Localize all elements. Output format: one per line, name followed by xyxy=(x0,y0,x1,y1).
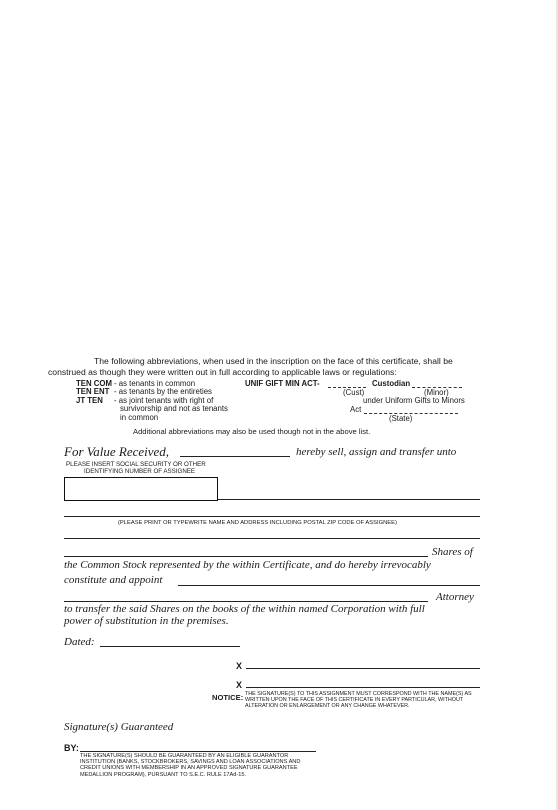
ugma-minor: (Minor) xyxy=(424,388,449,397)
guarantee-text: THE SIGNATURE(S) SHOULD BE GUARANTEED BY AN ELIGIBLE GUARANTOR INSTITUTION (BANKS, STOCKBROKERS, SAVINGS AND LOAN ASSOCIATIONS AND CREDIT UNIONS WITH MEMBERSHIP IN AN APPROVED SIGNATURE GUARANTEE MEDALLION PROGRAM), PURSUANT TO S.E.C. RULE 17Ad-15. xyxy=(80,753,301,778)
abbr-code: JT TEN xyxy=(76,395,103,405)
additional-note: Additional abbreviations may also be used though not in the above list. xyxy=(133,427,371,436)
ugma-cust: (Cust) xyxy=(343,388,365,397)
constitute-line[interactable] xyxy=(178,585,480,586)
intro-paragraph: The following abbreviations, when used in the inscription on the face of this certificate, shall be construed as though they were written out in full according to applicable laws or regulations: xyxy=(48,356,453,377)
dated-label: Dated: xyxy=(64,636,95,648)
constitute-text: constitute and appoint xyxy=(64,574,163,586)
assignee-line-1[interactable] xyxy=(218,499,480,500)
assignee-name-line[interactable] xyxy=(64,516,480,517)
hereby-text: hereby sell, assign and transfer unto xyxy=(296,446,457,458)
attorney-label: Attorney xyxy=(436,591,474,603)
for-value-line xyxy=(180,456,290,457)
signature-line-2[interactable] xyxy=(246,687,480,688)
dated-line[interactable] xyxy=(100,646,240,647)
ssn-input-box[interactable] xyxy=(64,477,218,501)
ugma-act: Act xyxy=(350,405,362,414)
transfer-text-2: power of substitution in the premises. xyxy=(64,615,229,627)
abbr-row xyxy=(76,405,246,413)
shares-line[interactable] xyxy=(64,556,428,557)
attorney-line[interactable] xyxy=(64,601,428,602)
abbr-code xyxy=(76,405,120,413)
address-line[interactable] xyxy=(64,538,480,539)
notice-label: NOTICE: xyxy=(212,693,244,702)
by-label: BY: xyxy=(64,743,79,753)
signature-x-2: X xyxy=(236,680,243,690)
abbr-desc: - as tenants in common xyxy=(114,379,196,388)
abbr-desc: in common xyxy=(120,412,159,422)
signature-guaranteed: Signature(s) Guaranteed xyxy=(64,721,174,733)
by-line[interactable] xyxy=(80,751,316,752)
abbr-code: TEN COM xyxy=(76,379,112,388)
signature-x-1: X xyxy=(236,661,243,671)
for-value-received: For Value Received, xyxy=(64,444,170,459)
abbr-row xyxy=(76,414,246,422)
notice-text: THE SIGNATURE(S) TO THIS ASSIGNMENT MUST CORRESPOND WITH THE NAME(S) AS WRITTEN UPON THE FACE OF THIS CERTIFICATE IN EVERY PARTICULAR, WITHOUT ALTERATION OR ENLARGEMENT OR ANY CHANGE WHATEVER. xyxy=(245,691,472,710)
shares-of: Shares of xyxy=(432,546,473,558)
print-name-label: (PLEASE PRINT OR TYPEWRITE NAME AND ADDRESS INCLUDING POSTAL ZIP CODE OF ASSIGNEE) xyxy=(118,520,397,526)
ssn-label-2: IDENTIFYING NUMBER OF ASSIGNEE xyxy=(84,468,196,475)
transfer-text-1: to transfer the said Shares on the books of the within named Corporation with full xyxy=(64,603,425,615)
ugma-custodian: Custodian xyxy=(372,379,411,388)
ugma-label: UNIF GIFT MIN ACT- xyxy=(245,379,320,388)
common-stock-text: the Common Stock represented by the within Certificate, and do hereby irrevocably xyxy=(64,559,431,571)
ssn-label-1: PLEASE INSERT SOCIAL SECURITY OR OTHER xyxy=(66,461,206,468)
ugma-state: (State) xyxy=(389,414,413,423)
signature-line-1[interactable] xyxy=(246,668,480,669)
abbreviations-list xyxy=(76,380,246,422)
ugma-under: under Uniform Gifts to Minors xyxy=(363,396,465,405)
abbr-desc: - as tenants by the entireties xyxy=(114,387,212,397)
abbr-desc: - as joint tenants with right of xyxy=(114,395,214,405)
abbr-desc: survivorship and not as tenants xyxy=(120,404,228,414)
abbr-code: TEN ENT xyxy=(76,387,110,397)
abbr-code xyxy=(76,414,120,422)
